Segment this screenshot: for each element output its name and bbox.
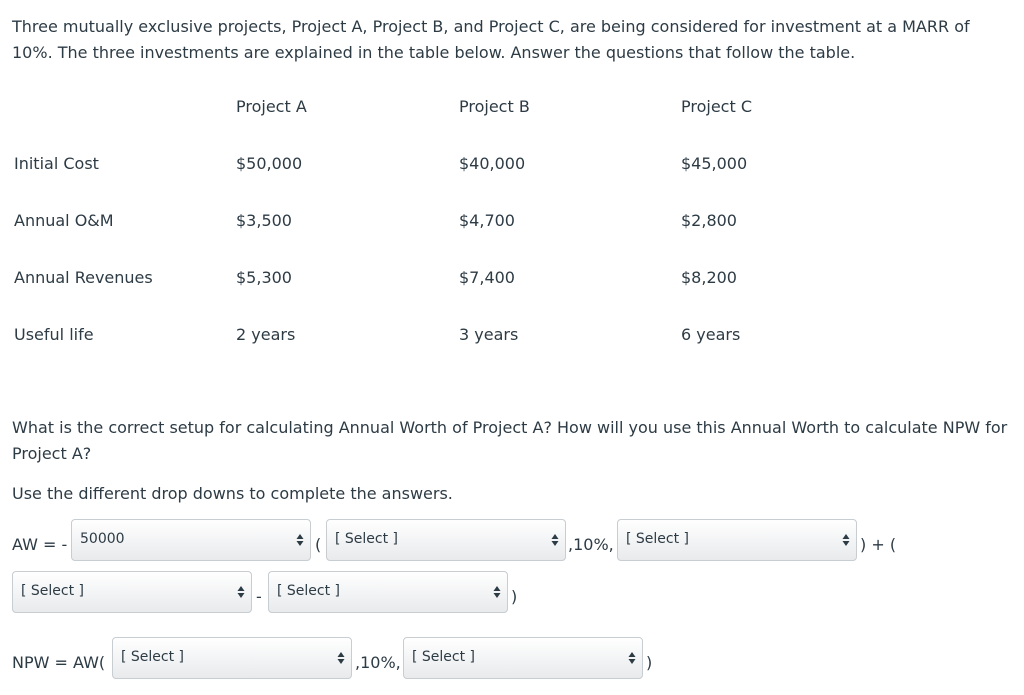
aw-open-paren: ( [315, 535, 322, 554]
select-value: [ Select ] [335, 531, 399, 547]
select-arrows-icon [628, 649, 636, 667]
select-value: [ Select ] [21, 583, 85, 599]
aw-close-paren: ) [511, 587, 518, 606]
select-value: [ Select ] [626, 531, 690, 547]
aw-select-initial-cost[interactable] [71, 519, 311, 561]
npw-close-paren: ) [646, 653, 653, 672]
select-arrows-icon [237, 583, 245, 601]
aw-select-om[interactable] [268, 571, 508, 613]
aw-close-plus: ) + ( [860, 535, 897, 554]
table-cell: $3,500 [236, 211, 292, 230]
npw-rate-sep: ,10%, [355, 653, 401, 672]
aw-label: AW = - [12, 535, 68, 554]
intro-paragraph: Three mutually exclusive projects, Project A, Project B, and Project C, are being considered for investment at a MARR of 10%. The three investments are explained in the table below. Answer the questions that follow the table. [12, 17, 970, 62]
table-cell: $7,400 [459, 268, 515, 287]
row-label-annual-om: Annual O&M [14, 211, 114, 230]
table-cell: $5,300 [236, 268, 292, 287]
select-value: [ Select ] [277, 583, 341, 599]
select-arrows-icon [551, 531, 559, 549]
header-project-a: Project A [236, 97, 307, 116]
npw-select-factor[interactable] [112, 637, 352, 679]
table-cell: 2 years [236, 325, 296, 344]
select-value: [ Select ] [412, 649, 476, 665]
table-cell: $50,000 [236, 154, 303, 173]
header-project-b: Project B [459, 97, 530, 116]
table-cell: $45,000 [681, 154, 748, 173]
select-arrows-icon [842, 531, 850, 549]
row-label-annual-revenues: Annual Revenues [14, 268, 153, 287]
instructions-text: Use the different drop downs to complete the answers. [12, 484, 453, 503]
select-arrows-icon [296, 531, 304, 549]
header-project-c: Project C [681, 97, 752, 116]
aw-minus: - [256, 587, 262, 606]
aw-select-revenue[interactable] [12, 571, 252, 613]
npw-select-period[interactable] [403, 637, 643, 679]
npw-label: NPW = AW( [12, 653, 106, 672]
aw-select-period-1[interactable] [617, 519, 857, 561]
table-cell: $4,700 [459, 211, 515, 230]
question-text: What is the correct setup for calculating Annual Worth of Project A? How will you use this Annual Worth to calculate NPW for Project A? [12, 418, 1008, 463]
select-value: 50000 [80, 531, 125, 547]
table-cell: $8,200 [681, 268, 737, 287]
table-cell: 3 years [459, 325, 519, 344]
select-value: [ Select ] [121, 649, 185, 665]
row-label-initial-cost: Initial Cost [14, 154, 99, 173]
table-cell: $2,800 [681, 211, 737, 230]
aw-rate-sep: ,10%, [568, 535, 614, 554]
aw-select-factor-1[interactable] [326, 519, 566, 561]
table-cell: 6 years [681, 325, 741, 344]
select-arrows-icon [493, 583, 501, 601]
table-cell: $40,000 [459, 154, 526, 173]
row-label-useful-life: Useful life [14, 325, 94, 344]
select-arrows-icon [337, 649, 345, 667]
